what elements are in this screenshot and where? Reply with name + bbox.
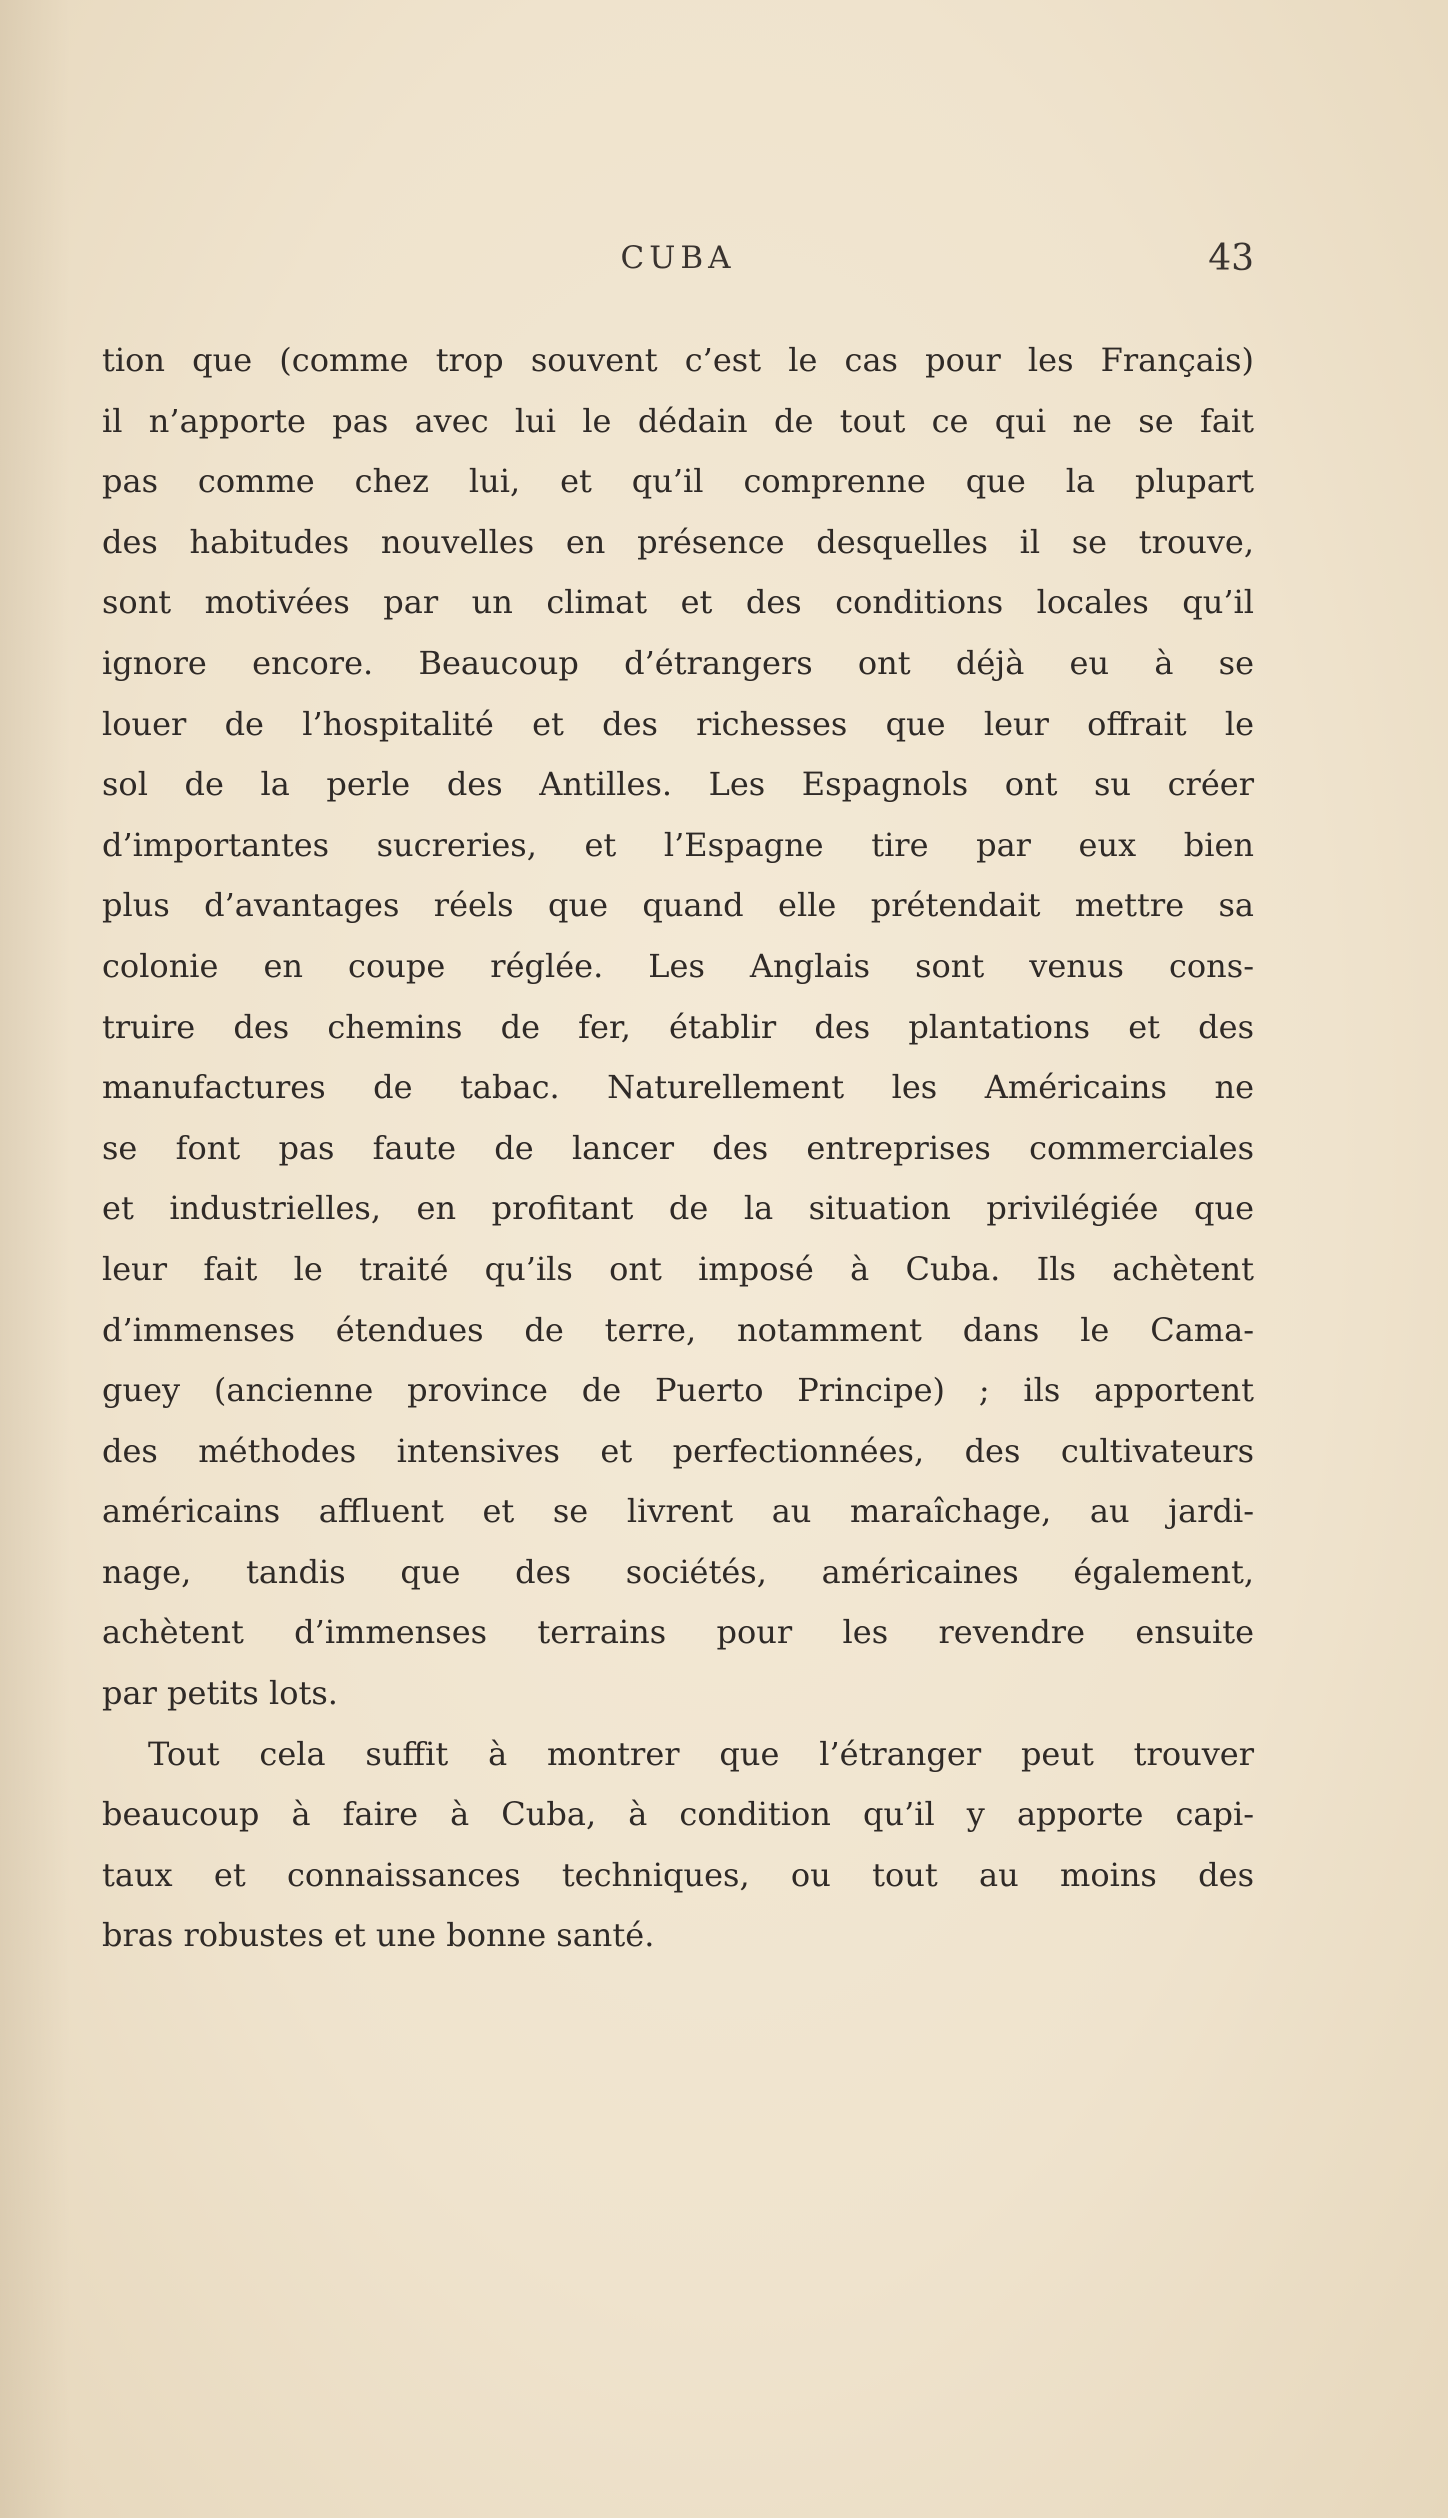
- text-line: des méthodes intensives et perfectionnées, des cultivateurs: [102, 1431, 1254, 1470]
- text-line: ignore encore. Beaucoup d’étrangers ont déjà eu à se: [102, 643, 1254, 682]
- text-line: guey (ancienne province de Puerto Principe) ; ils apportent: [102, 1371, 1254, 1410]
- text-line: sont motivées par un climat et des conditions locales qu’il: [102, 583, 1254, 622]
- text-line: sol de la perle des Antilles. Les Espagnols ont su créer: [102, 765, 1254, 804]
- text-line: leur fait le traité qu’ils ont imposé à Cuba. Ils achètent: [102, 1249, 1254, 1288]
- text-line: nage, tandis que des sociétés, américaines également,: [102, 1552, 1254, 1591]
- text-line: Tout cela suffit à montrer que l’étranger peut trouver: [148, 1734, 1254, 1773]
- gutter-shadow: [0, 0, 70, 2518]
- text-line: manufactures de tabac. Naturellement les Américains ne: [102, 1068, 1254, 1107]
- text-line: bras robustes et une bonne santé.: [102, 1916, 655, 1955]
- text-line: beaucoup à faire à Cuba, à condition qu’il y apporte capi-: [102, 1795, 1254, 1834]
- text-line: plus d’avantages réels que quand elle prétendait mettre sa: [102, 886, 1254, 925]
- text-line: louer de l’hospitalité et des richesses que leur offrait le: [102, 704, 1254, 743]
- text-line: truire des chemins de fer, établir des plantations et des: [102, 1007, 1254, 1046]
- text-line: il n’apporte pas avec lui le dédain de tout ce qui ne se fait: [102, 401, 1254, 440]
- text-line: taux et connaissances techniques, ou tout au moins des: [102, 1855, 1254, 1894]
- running-title: CUBA: [620, 240, 736, 276]
- paragraph-1: [102, 330, 1254, 1724]
- text-line: colonie en coupe réglée. Les Anglais sont venus cons-: [102, 946, 1254, 985]
- text-line: par petits lots.: [102, 1674, 338, 1713]
- text-line: et industrielles, en profitant de la situation privilégiée que: [102, 1189, 1254, 1228]
- text-line: d’immenses étendues de terre, notamment dans le Cama-: [102, 1310, 1254, 1349]
- text-line: d’importantes sucreries, et l’Espagne tire par eux bien: [102, 825, 1254, 864]
- body-text: [102, 330, 1254, 1966]
- running-header: [102, 240, 1254, 290]
- text-line: achètent d’immenses terrains pour les revendre ensuite: [102, 1613, 1254, 1652]
- text-line: des habitudes nouvelles en présence desquelles il se trouve,: [102, 522, 1254, 561]
- text-line: tion que (comme trop souvent c’est le cas pour les Français): [102, 341, 1254, 379]
- text-line: américains affluent et se livrent au maraîchage, au jardi-: [102, 1492, 1254, 1531]
- text-line: se font pas faute de lancer des entreprises commerciales: [102, 1128, 1254, 1167]
- page-number: 43: [1208, 238, 1254, 279]
- paragraph-2: [102, 1724, 1254, 1966]
- text-line: pas comme chez lui, et qu’il comprenne que la plupart: [102, 462, 1254, 501]
